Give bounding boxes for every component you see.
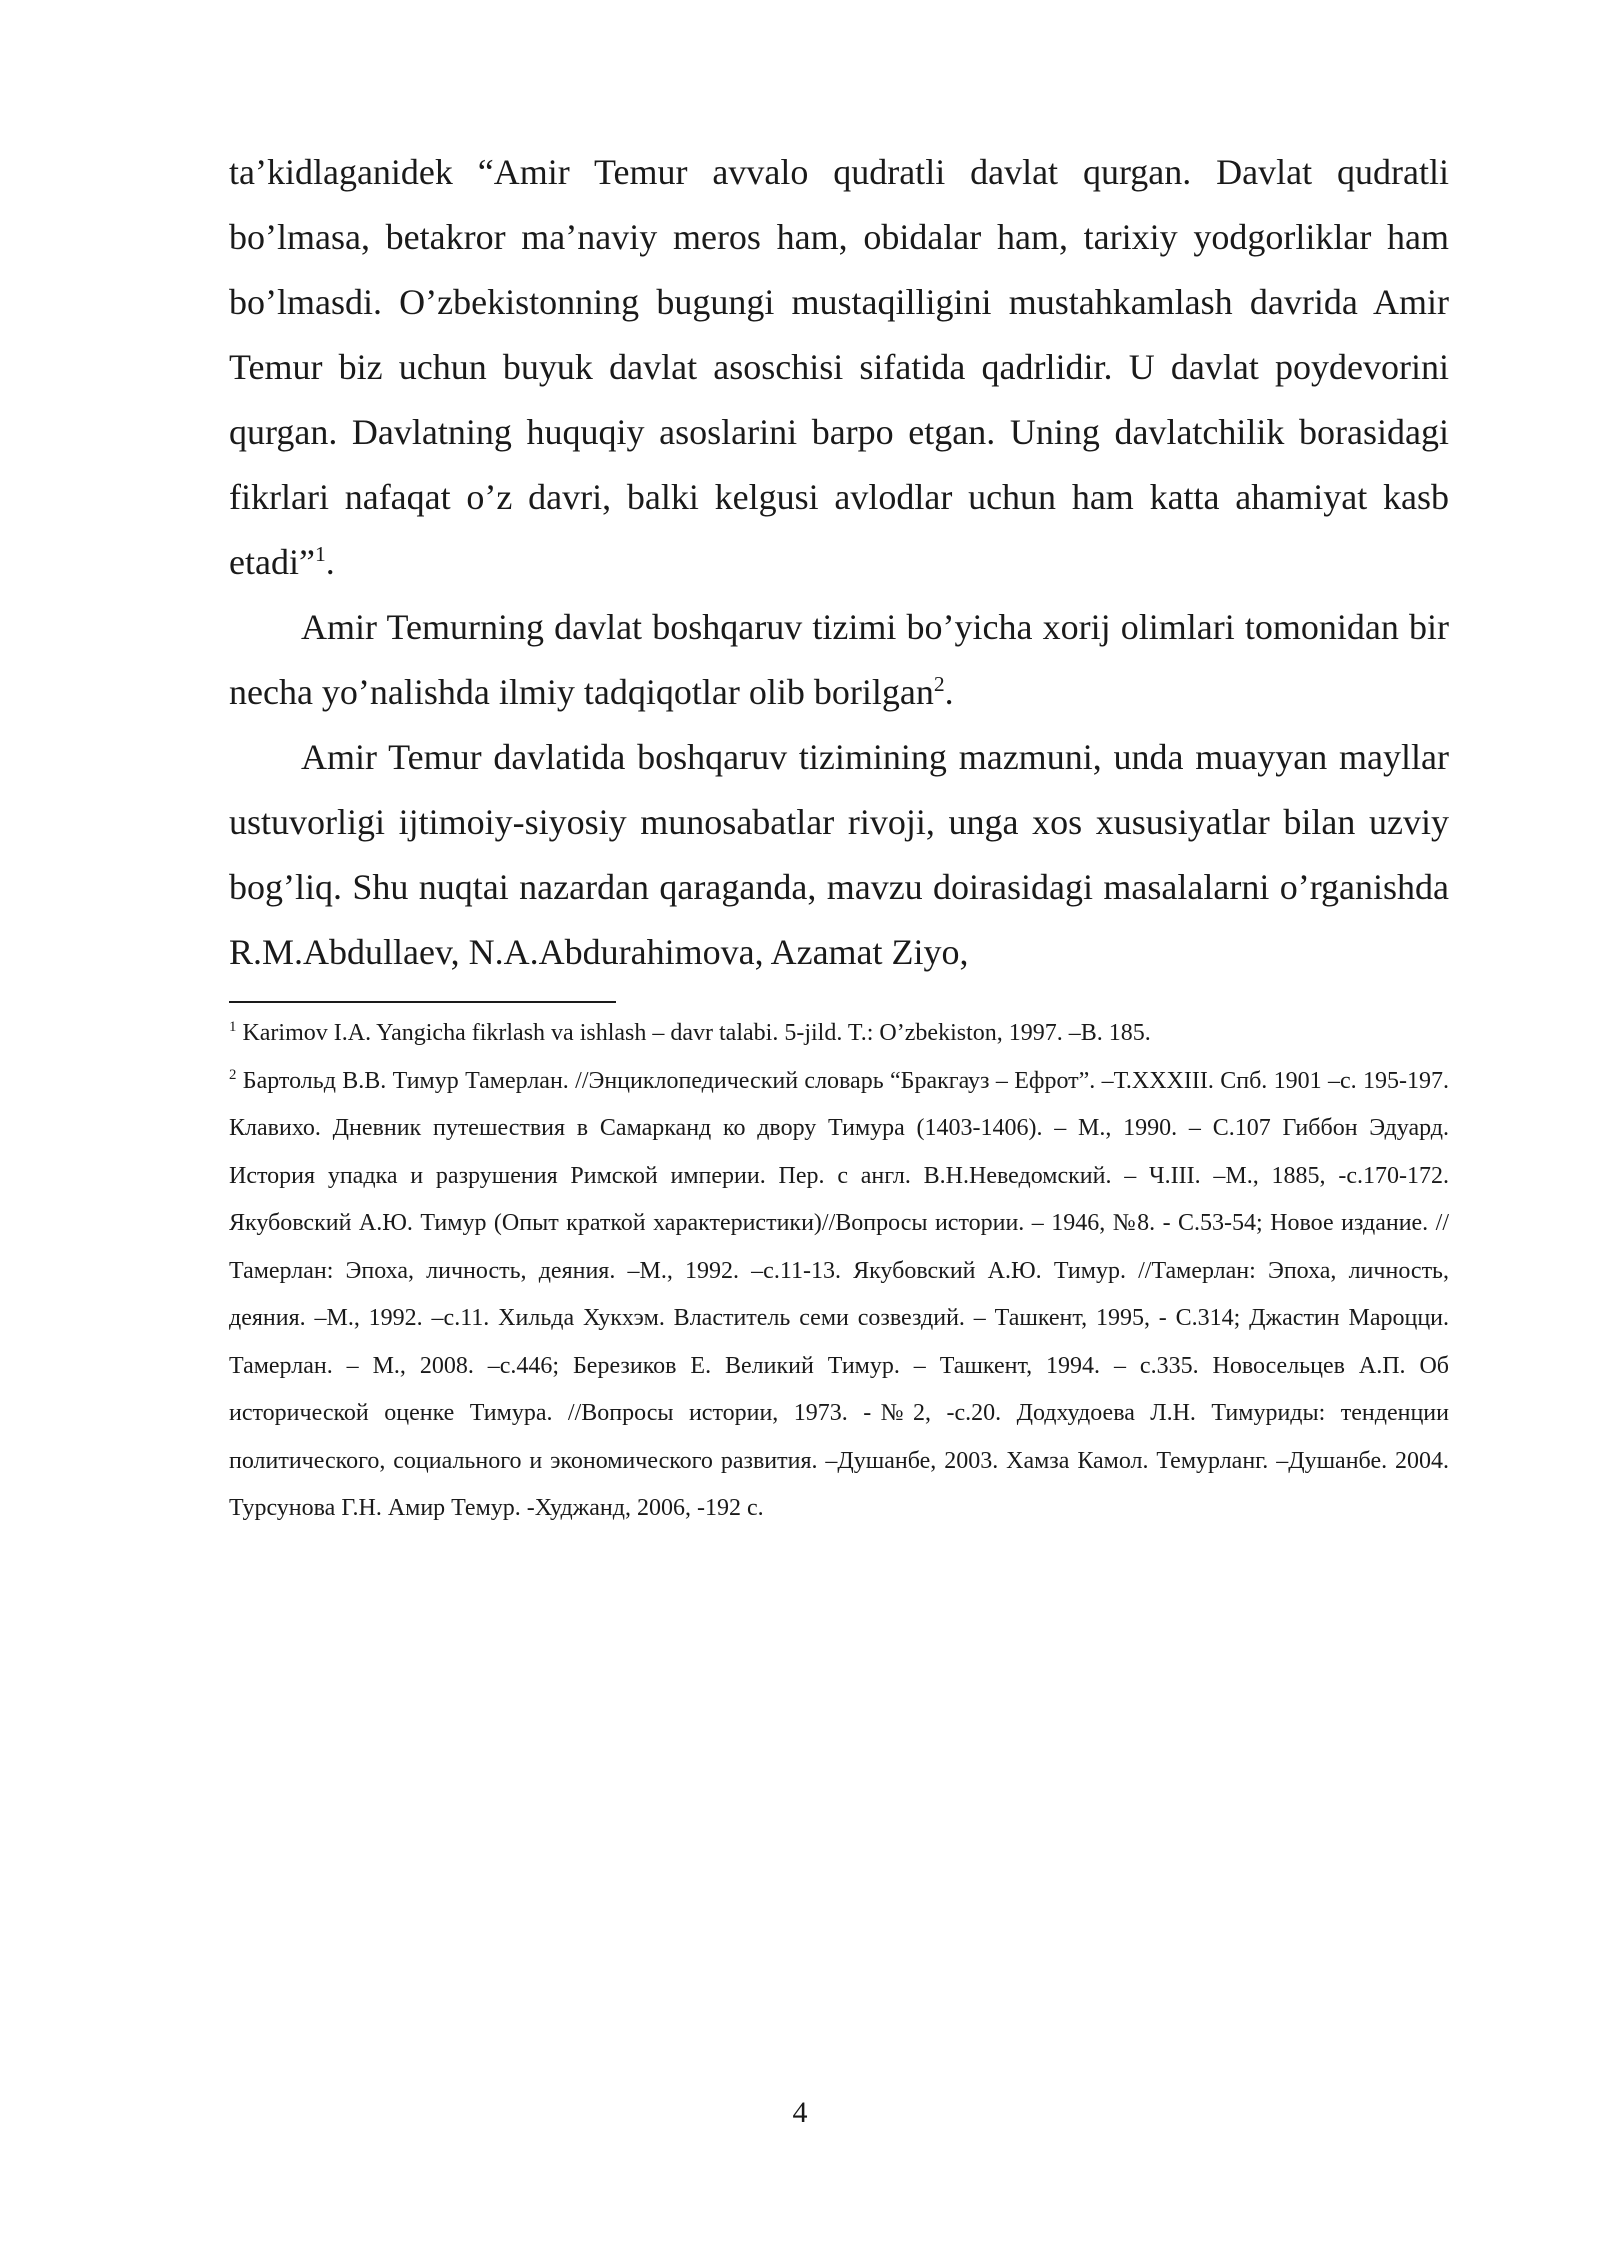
footnote-separator [229,1001,616,1003]
paragraph-2-end: . [944,672,954,712]
footnote-2-number: 2 [229,1066,237,1083]
footnote-2 [229,1058,1449,1533]
footnote-1-text: Karimov I.A. Yangicha fikrlash va ishlash – davr talabi. 5-jild. T.: O’zbekiston, 1997. –B. 185. [236,1020,1151,1046]
footnote-1 [229,1010,1449,1058]
paragraph-2-text: Amir Temurning davlat boshqaruv tizimi bo’yicha xorij olimlari tomonidan bir necha yo’nalishda ilmiy tadqiqotlar olib borilgan [229,607,1449,712]
paragraph-1-end: . [325,542,335,582]
footnote-ref-2[interactable]: 2 [933,672,945,696]
paragraph-1 [229,140,1449,595]
paragraph-3 [229,725,1449,985]
footnote-ref-1[interactable]: 1 [314,542,326,566]
footnote-1-number: 1 [229,1019,237,1035]
page-number: 4 [792,2096,808,2129]
paragraph-1-text: ta’kidlaganidek “Amir Temur avvalo qudratli davlat qurgan. Davlat qudratli bo’lmasa, betakror ma’naviy meros ham, obidalar ham, tarixiy yodgorliklar ham bo’lmasdi. O’zbekistonning bugungi mustaqilligini mustahkamlash davrida Amir Temur biz uchun buyuk davlat asoschisi sifatida qadrlidir. U davlat poydevorini qurgan. Davlatning huquqiy asoslarini barpo etgan. Uning davlatchilik borasidagi fikrlari nafaqat o’z davri, balki kelgusi avlodlar uchun ham katta ahamiyat kasb etadi” [229,152,1449,582]
footnotes [229,1010,1449,1533]
body-text [229,140,1449,985]
paragraph-3-text: Amir Temur davlatida boshqaruv tizimining mazmuni, unda muayyan mayllar ustuvorligi ijtimoiy-siyosiy munosabatlar rivoji, unga xos xususiyatlar bilan uzviy bog’liq. Shu nuqtai nazardan qaraganda, mavzu doirasidagi masalalarni o’rganishda R.M.Abdullaev, N.A.Abdurahimova, Azamat Ziyo, [229,737,1449,972]
paragraph-2 [229,595,1449,725]
footnote-2-text: Бартольд В.В. Тимур Тамерлан. //Энциклопедический словарь “Бракгауз – Ефрот”. –Т.XXXIII. Спб. 1901 –с. 195-197. Клавихо. Дневник путешествия в Самарканд ко двору Тимура (1403-1406). – М., 1990. – С.107 Гиббон Эдуард. История упадка и разрушения Римской империи. Пер. с англ. В.Н.Неведомский. – Ч.III. –М., 1885, -с.170-172. Якубовский А.Ю. Тимур (Опыт краткой характеристики)//Вопросы истории. – 1946, №8. - С.53-54; Новое издание. //Тамерлан: Эпоха, личность, деяния. –М., 1992. –с.11-13. Якубовский А.Ю. Тимур. //Тамерлан: Эпоха, личность, деяния. –М., 1992. –с.11. Хильда Хукхэм. Властитель семи созвездий. – Ташкент, 1995, - С.314; Джастин Мароцци. Тамерлан. – М., 2008. –с.446; Березиков Е. Великий Тимур. – Ташкент, 1994. – с.335. Новосельцев А.П. Об исторической оценке Тимура. //Вопросы истории, 1973. -№2, -с.20. Додхудоева Л.Н. Тимуриды: тенденции политического, социального и экономического развития. –Душанбе, 2003. Хамза Камол. Темурланг. –Душанбе. 2004. Турсунова Г.Н. Амир Темур. -Худжанд, 2006, -192 с. [229,1067,1449,1521]
